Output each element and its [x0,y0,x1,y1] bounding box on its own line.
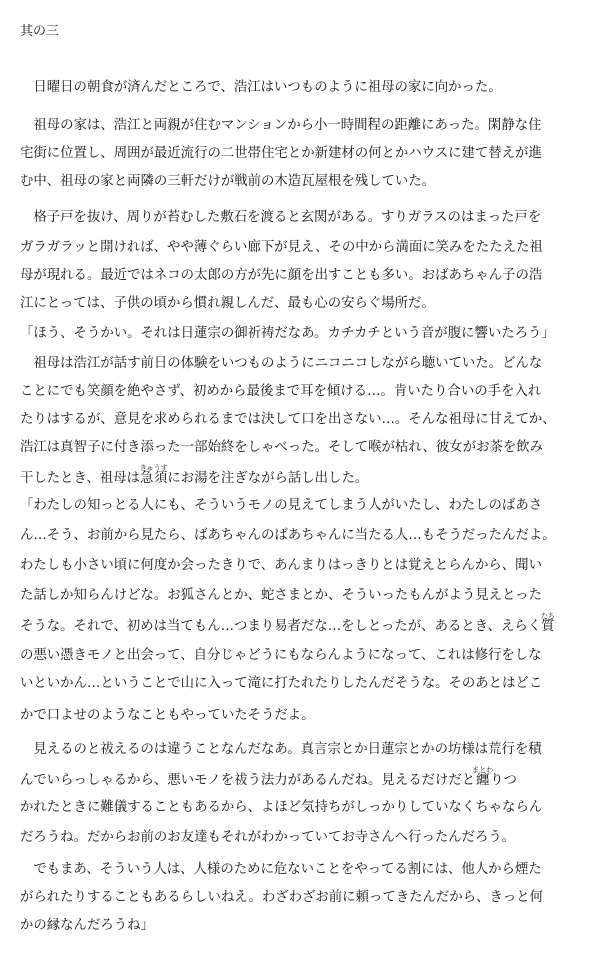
text-line: 母が現れる。最近ではネコの太郎の方が先に顔を出すことも多い。おばあちゃん子の浩 [20,268,543,283]
ruby-reading: まとわ [472,766,494,774]
text-line: ガラガラッと開ければ、やや薄ぐらい廊下が見え、その中から満面に笑みをたたえた祖 [20,240,543,255]
ruby-reading: たち [540,612,555,620]
text-line: 「わたしの知っとる人にも、そういうモノの見えてしまう人がいたし、わたしのばあさ [20,498,543,513]
text-line: の悪い憑きモノと出会って、自分じゃどうにもならんようになって、これは修行をしな [20,648,542,663]
text-line: 祖母の家は、浩江と両親が住むマンションから小一時間程の距離にあった。閑静な住 [20,118,542,133]
text-line: かの縁なんだろうね」 [20,918,154,933]
text-line: 江にとっては、子供の頃から慣れ親しんだ、最も心の安らぐ場所だ。 [20,296,435,311]
text-line: たりはするが、意見を求められるまでは決して口を出さない…。そんな祖母に甘えてか、 [20,412,556,427]
ruby-after: にお湯を注ぎながら話し出した。 [167,471,369,486]
text-line-with-ruby [20,766,595,789]
ruby-reading: きゅうす [139,464,168,472]
text-line: た話しか知らんけどな。お狐さんとか、蛇さまとか、そういったもんがよう見えとった [20,588,542,603]
ruby-base: 質 [540,619,555,634]
ruby-base: 急須 [139,471,168,486]
ruby-annotation [472,766,494,788]
ruby-before: んでいらっしゃるから、悪いモノを祓う法力があるんだね。見えるだけだと [20,773,476,788]
text-line: む中、祖母の家と両隣の三軒だけが戦前の木造瓦屋根を残していた。 [20,174,436,189]
text-line: 宅街に位置し、周囲が最近流行の二世帯住宅とか新建材の何とかハウスに建て替えが進 [20,146,542,161]
ruby-before: 干したとき、祖母は [20,471,140,486]
text-line: ん…そう、お前から見たら、ばあちゃんのばあちゃんに当たる人…もそうだったんだよ。 [20,528,556,543]
text-line: 見えるのと祓えるのは違うことなんだなあ。真言宗とか日蓮宗とかの坊様は荒行を積 [20,742,542,757]
text-line: 格子戸を抜け、周りが苔むした敷石を渡ると玄関がある。すりガラスのはまった戸を [20,210,542,225]
ruby-annotation [139,464,168,486]
text-line-with-ruby [20,464,595,487]
text-line: だろうね。だからお前のお友達もそれがわかっていてお寺さんへ行ったんだろう。 [20,830,516,845]
text-line-with-ruby [20,612,595,635]
text-line: ことにでも笑顔を絶やさず、初めから最後まで耳を傾ける…。肯いたり合いの手を入れ [20,384,542,399]
text-line: でもまあ、そういう人は、人様のために危ないことをやってる割には、他人から煙た [20,862,542,877]
text-line: がられたりすることもあるらしいねえ。わざわざお前に頼ってきたんだから、きっと何 [20,890,544,905]
text-line: わたしも小さい頃に何度か会ったきりで、あんまりはっきりとは覚えとらんから、聞い [20,558,542,573]
text-line: かで口よせのようなこともやっていたそうだよ。 [20,708,315,723]
text-line: 日曜日の朝食が済んだところで、浩江はいつものように祖母の家に向かった。 [20,80,502,95]
ruby-annotation [540,612,555,634]
text-line: 「ほう、そうかい。それは日蓮宗の御祈祷だなあ。カチカチという音が腹に響いたろう」 [20,326,555,341]
text-line: かれたときに難儀することもあるから、よほど気持ちがしっかりしていなくちゃならん [20,800,543,815]
text-line: 浩江は真智子に付き添った一部始終をしゃべった。そして喉が枯れ、彼女がお茶を飲み [20,440,544,455]
chapter-heading: 其の三 [20,24,60,39]
ruby-base: 纏 [472,773,494,788]
ruby-after: りつ [490,773,517,788]
text-line: いといかん…ということで山に入って滝に打たれたりしたんだそうな。そのあとはどこ [20,676,543,691]
text-line: 祖母は浩江が話す前日の体験をいつものようにニコニコしながら聴いていた。どんな [20,356,543,371]
ruby-before: そうな。それで、初めは当てもん…つまり易者だな…をしとったが、あるとき、えらく [20,619,542,634]
